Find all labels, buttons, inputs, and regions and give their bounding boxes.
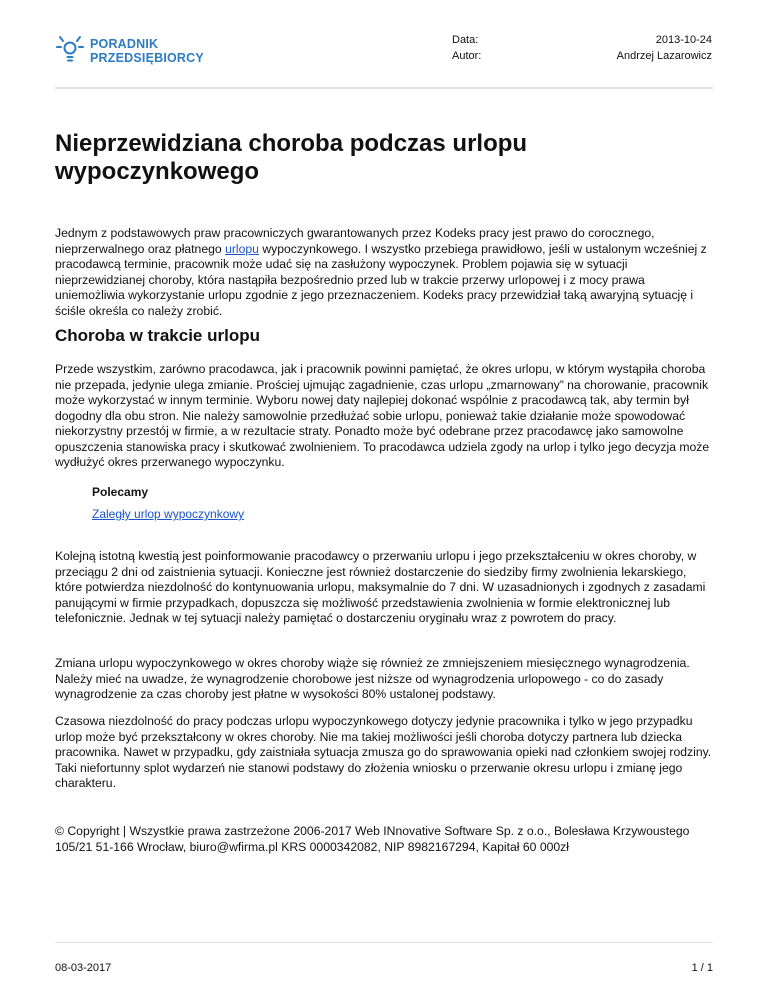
copyright-notice: © Copyright | Wszystkie prawa zastrzeżone 2006-2017 Web INnovative Software Sp. z o.o., Bolesława Krzywoustego 105/21 51-166 Wrocław, biuro@wfirma.pl KRS 0000342082, NIP 8982167294, Kapitał 60 000zł [55, 824, 690, 854]
page-number: 1 / 1 [691, 962, 713, 974]
footer-divider [55, 942, 713, 943]
footer-date: 08-03-2017 [55, 962, 112, 974]
date-label: Data: [452, 34, 479, 46]
paragraph-3: Zmiana urlopu wypoczynkowego w okres choroby wiąże się również ze zmniejszeniem miesięcznego wynagrodzenia. Należy mieć na uwadze, że wynagrodzenie chorobowe jest niższe od wynagrodzenia urlopowego - co do zasady wynagrodzenie za czas choroby jest płatne w wysokości 80% ustalonej podstawy. [55, 656, 690, 701]
intro-paragraph: Jednym z podstawowych praw pracowniczych gwarantowanych przez Kodeks pracy jest prawo do corocznego, nieprzerwalnego oraz płatnego urlopu wypoczynkowego. I wszystko przebiega prawidłowo, jeśli w ustalonym wcześniej z pracodawcą terminie, pracownik może udać się na zasłużony wypoczynek. Problem pojawia się w sytuacji nieprzewidzianej choroby, która nastąpiła bezpośrednio przed lub w trakcie przerwy urlopowej i z mocy prawa uniemożliwia wykorzystanie urlopu zgodnie z jego przeznaczeniem. Kodeks pracy przewidział taką awaryjną sytuację i ściśle określa co należy zrobić. [55, 226, 707, 318]
recommended-link[interactable]: Zaległy urlop wypoczynkowy [92, 507, 245, 521]
author-value: Andrzej Lazarowicz [616, 50, 712, 62]
urlop-link[interactable]: urlopu [225, 241, 259, 256]
logo-text: PORADNIK PRZEDSIĘBIORCY [90, 37, 204, 65]
section-heading: Choroba w trakcie urlopu [55, 326, 260, 345]
date-value: 2013-10-24 [655, 34, 712, 46]
paragraph-1: Przede wszystkim, zarówno pracodawca, jak i pracownik powinni pamiętać, że okres urlopu, w którym wystąpiła choroba nie przepada, jedynie ulega zmianie. Prościej ujmując zagadnienie, czas urlopu „zmarnowany” na chorowanie, pracownik może wykorzystać w innym terminie. Wyboru nowej daty najlepiej dokonać wspólnie z pracodawcą tak, aby termin był dogodny dla obu stron. Nie należy samowolnie przedłużać sobie urlopu, ponieważ takie działanie może spowodować niekorzystny przestój w firmie, a w rezultacie straty. Ponadto może być odebrane przez pracodawcę jako samowolne opuszczenia stanowiska pracy i skutkować zwolnieniem. To pracodawca udziela zgody na urlop i tylko jego decyzja może wydłużyć okres przerwanego wypoczynku. [55, 362, 710, 469]
paragraph-2: Kolejną istotną kwestią jest poinformowanie pracodawcy o przerwaniu urlopu i jego przekształceniu w okres choroby, w przeciągu 2 dni od zaistnienia sytuacji. Konieczne jest również dostarczenie do siedziby firmy zwolnienia lekarskiego, które potwierdza niezdolność do kontynuowania urlopu, maksymalnie do 7 dni. W uzasadnionych i zgodnych z zasadami panującymi w firmie przypadkach, dopuszcza się możliwość przedstawienia zwolnienia w formie elektronicznej lub telefonicznie. Jednak w tej sytuacji należy pamiętać o dostarczeniu oryginału wraz z powrotem do pracy. [55, 549, 706, 625]
header-divider [55, 87, 713, 89]
logo [55, 34, 204, 65]
meta-labels [452, 32, 481, 64]
paragraph-4: Czasowa niezdolność do pracy podczas urlopu wypoczynkowego dotyczy jedynie pracownika i tylko w jego przypadku urlop może być przekształcony w okres choroby. Nie ma takiej możliwości jeśli choroba dotyczy partnera lub dziecka pracownika. Nawet w przypadku, gdy zaistniała sytuacja zmusza go do sprawowania opieki nad członkiem swojej rodziny. Taki niefortunny splot wydarzeń nie stanowi podstawy do złożenia wniosku o przerwanie okresu urlopu i zmianę jego charakteru. [55, 714, 712, 790]
author-label: Autor: [452, 50, 482, 62]
lightbulb-icon [55, 34, 85, 64]
article-title: Nieprzewidziana choroba podczas urlopu wypoczynkowego [55, 130, 528, 185]
meta-values [617, 32, 712, 64]
recommended-title: Polecamy [92, 485, 149, 499]
